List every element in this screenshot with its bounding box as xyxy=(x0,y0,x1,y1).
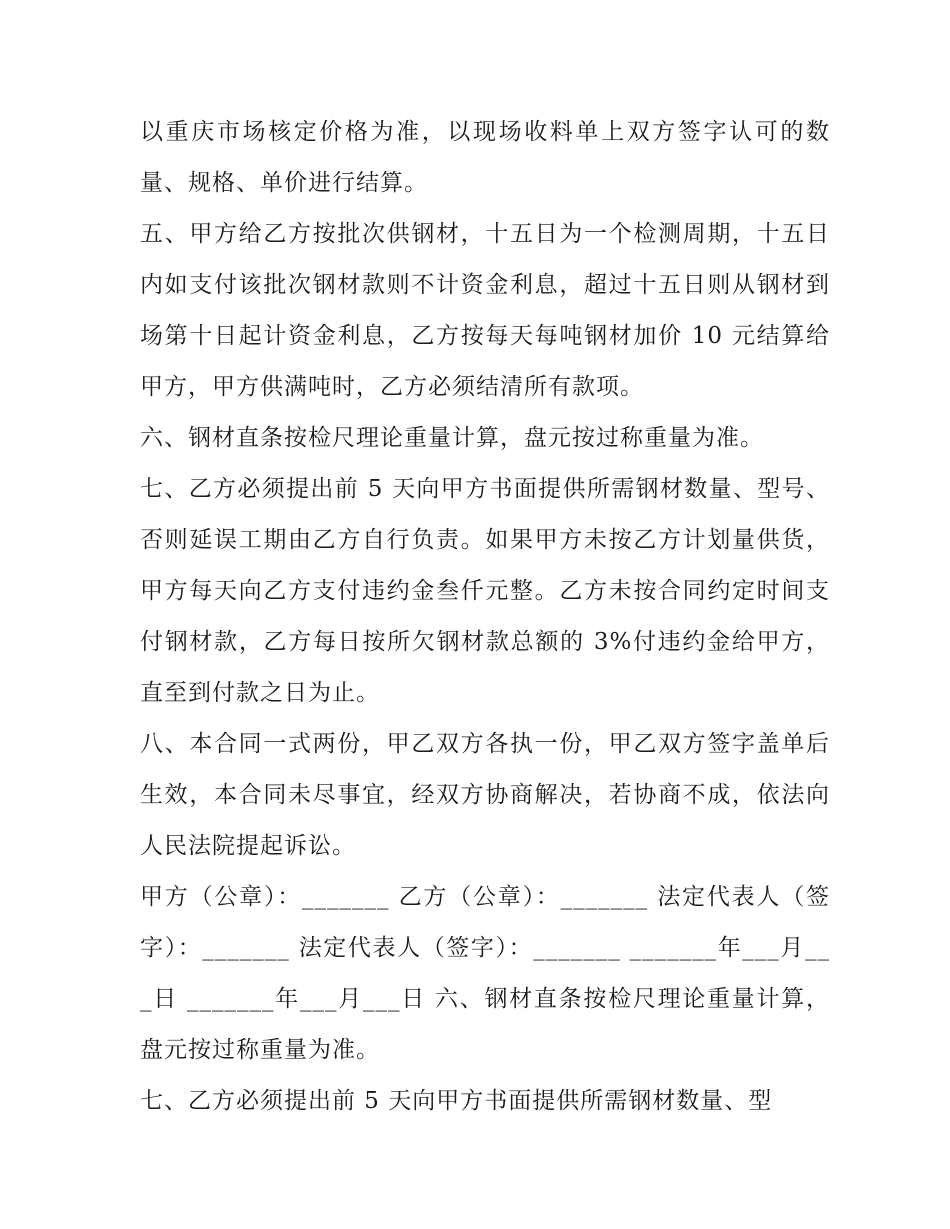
paragraph-signature-block: 甲方（公章）：_______ 乙方（公章）：_______ 法定代表人（签字）：_______ 法定代表人（签字）：_______ _______年___月___日 _______年___月___日 六、钢材直条按检尺理论重量计算，盘元按过称重量为准。 xyxy=(140,884,830,1063)
paragraph-clause-6-weight-calculation: 六、钢材直条按检尺理论重量计算，盘元按过称重量为准。 xyxy=(140,425,764,451)
paragraph-clause-8-contract-validity: 八、本合同一式两份，甲乙双方各执一份，甲乙双方签字盖单后生效，本合同未尽事宜，经双方协商解决，若协商不成，依法向人民法院提起诉讼。 xyxy=(140,731,830,859)
paragraph-clause-7-repeat: 七、乙方必须提出前 5 天向甲方书面提供所需钢材数量、型 xyxy=(140,1088,773,1114)
paragraph-clause-7-supply-penalty: 七、乙方必须提出前 5 天向甲方书面提供所需钢材数量、型号、否则延误工期由乙方自行负责。如果甲方未按乙方计划量供货，甲方每天向乙方支付违约金叁仟元整。乙方未按合同约定时间支付钢材款，乙方每日按所欠钢材款总额的 3%付违约金给甲方，直至到付款之日为止。 xyxy=(140,476,830,706)
paragraph-pricing-settlement: 以重庆市场核定价格为准，以现场收料单上双方签字认可的数量、规格、单价进行结算。 xyxy=(140,119,830,196)
contract-body xyxy=(140,107,830,1127)
paragraph-clause-5-payment-interest: 五、甲方给乙方按批次供钢材，十五日为一个检测周期，十五日内如支付该批次钢材款则不计资金利息，超过十五日则从钢材到场第十日起计资金利息，乙方按每天每吨钢材加价 10 元结算给甲方，甲方供满吨时，乙方必须结清所有款项。 xyxy=(140,221,830,400)
